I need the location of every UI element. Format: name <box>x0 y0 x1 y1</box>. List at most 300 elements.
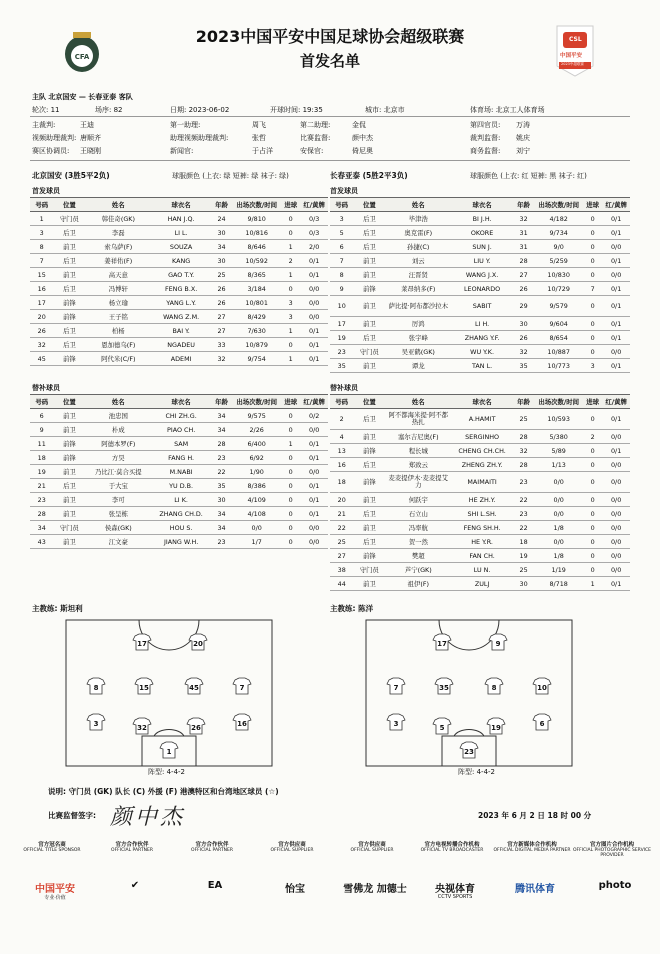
column-header: 位置 <box>353 395 385 409</box>
player-cell: 0/0 <box>534 493 583 507</box>
player-cell: 前卫 <box>53 535 85 549</box>
player-row <box>30 268 328 282</box>
jersey-number: 10 <box>537 684 547 692</box>
jersey-icon <box>133 718 151 734</box>
player-cell: 后卫 <box>353 535 385 549</box>
jersey-icon <box>160 742 178 758</box>
player-cell: CHENG CH.CH. <box>451 444 513 458</box>
official-role: 第一助理: <box>170 121 201 129</box>
player-cell: 0 <box>583 254 602 268</box>
column-header: 姓名 <box>385 198 451 212</box>
player-cell: 3 <box>30 226 53 240</box>
player-row <box>330 296 630 317</box>
handwritten-signature: 颜中杰 <box>110 805 186 830</box>
player-cell: BI J.H. <box>451 212 513 226</box>
player-cell: 后卫 <box>53 226 85 240</box>
official-role: 第四官员: <box>470 121 501 129</box>
player-cell: 31 <box>513 226 534 240</box>
player-cell: 10/830 <box>534 268 583 282</box>
player-cell: 前卫 <box>353 296 385 317</box>
player-cell: 0 <box>281 338 300 352</box>
player-cell: 18 <box>30 451 53 465</box>
player-cell: 8/386 <box>232 479 281 493</box>
player-row <box>30 451 328 465</box>
column-header: 位置 <box>53 395 85 409</box>
player-cell: 阿代米(C/F) <box>85 352 151 366</box>
player-row <box>330 549 630 563</box>
jersey-icon <box>460 742 478 758</box>
player-cell: 8/654 <box>534 331 583 345</box>
official-1-3 <box>470 133 530 143</box>
player-cell: 0/0 <box>300 465 328 479</box>
player-cell: 10/592 <box>232 254 281 268</box>
player-cell: 7 <box>30 254 53 268</box>
official-person: 姚庆 <box>516 134 530 142</box>
jersey-icon <box>533 678 551 694</box>
sponsor-4 <box>332 840 412 853</box>
player-cell: 35 <box>330 359 353 373</box>
sponsor-role: 官方新媒体合作机构 <box>507 842 557 848</box>
player-cell: 0/0 <box>602 345 630 359</box>
player-cell: 前锋 <box>53 296 85 310</box>
player-cell: 27 <box>330 549 353 563</box>
player-cell: CHI ZH.G. <box>151 409 211 423</box>
player-cell: 0 <box>281 521 300 535</box>
player-cell: 后卫 <box>353 409 385 430</box>
official-person: 金侃 <box>352 121 366 129</box>
player-cell: 1 <box>281 240 300 254</box>
sponsor-role-en: OFFICIAL DIGITAL MEDIA PARTNER <box>493 848 571 853</box>
player-cell: 何跃宇 <box>385 493 451 507</box>
jersey-number: 9 <box>495 640 501 648</box>
player-cell: 0/1 <box>602 577 630 591</box>
sponsor-logo: 央视体育 <box>435 884 475 895</box>
player-cell: 20 <box>30 310 53 324</box>
player-cell: 0 <box>583 240 602 254</box>
jersey-number: 3 <box>93 720 99 728</box>
player-cell: 贺一然 <box>385 535 451 549</box>
player-cell: 31 <box>513 240 534 254</box>
player-row <box>30 507 328 521</box>
official-1-0 <box>32 133 101 143</box>
column-header: 球衣名 <box>451 395 513 409</box>
player-cell: 后卫 <box>353 212 385 226</box>
player-cell: 阿德本罗(F) <box>85 437 151 451</box>
player-cell: 0/1 <box>602 296 630 317</box>
csl-logo-sub: CSL <box>569 36 582 43</box>
sponsor-logo: ✔ <box>130 880 140 891</box>
player-cell: 7 <box>330 254 353 268</box>
player-row <box>30 521 328 535</box>
player-cell: YANG L.Y. <box>151 296 211 310</box>
player-cell: 前卫 <box>53 409 85 423</box>
divider <box>30 160 630 161</box>
player-cell: 前卫 <box>353 521 385 535</box>
player-cell: 7/630 <box>232 324 281 338</box>
player-cell: FANG H. <box>151 451 211 465</box>
player-cell: 9 <box>330 282 353 296</box>
jersey-icon <box>185 678 203 694</box>
player-cell: 6/400 <box>232 437 281 451</box>
player-row <box>30 535 328 549</box>
player-cell: 0/0 <box>602 240 630 254</box>
column-header: 位置 <box>53 198 85 212</box>
player-cell: 4/182 <box>534 212 583 226</box>
player-cell: 9/579 <box>534 296 583 317</box>
player-row <box>330 359 630 373</box>
player-cell: 1 <box>583 577 602 591</box>
player-cell: 32 <box>513 345 534 359</box>
player-cell: ZHANG CH.D. <box>151 507 211 521</box>
column-header: 红/黄牌 <box>602 395 630 409</box>
home-starting-table <box>30 197 328 366</box>
player-cell: OKORE <box>451 226 513 240</box>
player-row <box>30 310 328 324</box>
player-row <box>30 423 328 437</box>
player-cell: 前锋 <box>53 451 85 465</box>
player-cell: 8/429 <box>232 310 281 324</box>
player-cell: 15 <box>30 268 53 282</box>
official-person: 唐顺齐 <box>80 134 101 142</box>
player-cell: 23 <box>513 472 534 493</box>
sponsor-logo: 雪佛龙 加德士 <box>343 884 407 895</box>
home-starting-label: 首发球员 <box>32 187 60 195</box>
jersey-icon <box>435 678 453 694</box>
player-cell: 3 <box>281 296 300 310</box>
player-cell: FENG B.X. <box>151 282 211 296</box>
player-row <box>30 338 328 352</box>
player-cell: 0 <box>583 444 602 458</box>
player-cell: 32 <box>513 212 534 226</box>
csl-shield-icon <box>553 22 597 78</box>
player-cell: 30 <box>513 577 534 591</box>
sponsor-role: 官方电视转播合作机构 <box>424 842 480 848</box>
player-cell: 23 <box>330 345 353 359</box>
sponsor-role: 官方图片合作机构 <box>589 842 634 848</box>
player-cell: 前卫 <box>53 268 85 282</box>
player-cell: 守门员 <box>53 212 85 226</box>
player-cell: 王子铭 <box>85 310 151 324</box>
player-cell: 18 <box>513 535 534 549</box>
player-cell: 后卫 <box>353 507 385 521</box>
sponsor-role-en: OFFICIAL SUPPLIER <box>350 848 394 853</box>
player-cell: 30 <box>211 493 232 507</box>
penalty-arc <box>154 729 184 736</box>
player-cell: 1/13 <box>534 458 583 472</box>
away-kit: 球服颜色 (上衣: 红 短裤: 黑 袜子: 红) <box>470 172 587 180</box>
player-cell: 前卫 <box>353 317 385 331</box>
player-cell: 3 <box>583 359 602 373</box>
column-header: 进球 <box>583 198 602 212</box>
player-row <box>30 324 328 338</box>
sponsor-role-en: OFFICIAL TV BROADCASTER <box>420 848 484 853</box>
column-header: 红/黄牌 <box>300 395 328 409</box>
column-header: 球衣名 <box>151 198 211 212</box>
player-cell: 33 <box>211 338 232 352</box>
player-cell: 25 <box>211 268 232 282</box>
away-subs-label: 替补球员 <box>330 384 358 392</box>
player-cell: 前卫 <box>353 254 385 268</box>
sponsor-logo-sub: 专业·价值 <box>44 895 66 901</box>
player-cell: ADEMI <box>151 352 211 366</box>
player-cell: 0 <box>281 423 300 437</box>
column-header: 姓名 <box>85 198 151 212</box>
player-cell: 10/879 <box>232 338 281 352</box>
player-cell: 9/604 <box>534 317 583 331</box>
player-cell: 前卫 <box>353 493 385 507</box>
player-cell: 4/109 <box>232 493 281 507</box>
official-person: 张哲 <box>252 134 266 142</box>
player-cell: 0/1 <box>300 254 328 268</box>
sponsor-logo-sub: CCTV SPORTS <box>437 894 473 900</box>
jersey-icon <box>87 678 105 694</box>
player-cell: 0/1 <box>602 212 630 226</box>
player-cell: 后卫 <box>353 458 385 472</box>
player-row <box>330 317 630 331</box>
player-cell: 9/810 <box>232 212 281 226</box>
sponsor-role: 官方供应商 <box>278 842 306 848</box>
away-starting-table <box>330 197 630 373</box>
player-cell: 石立山 <box>385 507 451 521</box>
player-cell: 17 <box>330 317 353 331</box>
official-person: 王晓刚 <box>80 147 101 155</box>
player-cell: 后卫 <box>353 331 385 345</box>
player-cell: 34 <box>211 507 232 521</box>
official-person: 王迪 <box>80 121 94 129</box>
player-cell: 19 <box>30 465 53 479</box>
column-header: 球衣名 <box>151 395 211 409</box>
player-cell: 厉鸿 <box>385 317 451 331</box>
official-role: 视频助理裁判: <box>32 134 77 142</box>
player-cell: 27 <box>211 310 232 324</box>
player-row <box>30 240 328 254</box>
player-row <box>330 226 630 240</box>
player-cell: 芦宁(GK) <box>385 563 451 577</box>
player-cell: 前卫 <box>353 359 385 373</box>
sponsor-logo: EA <box>207 880 223 891</box>
jersey-number: 7 <box>393 684 399 692</box>
player-cell: 6 <box>30 409 53 423</box>
player-cell: 22 <box>211 465 232 479</box>
official-person: 颜中杰 <box>352 134 373 142</box>
player-cell: HE ZH.Y. <box>451 493 513 507</box>
player-cell: YU D.B. <box>151 479 211 493</box>
player-cell: 孙捷(C) <box>385 240 451 254</box>
player-cell: HAN J.Q. <box>151 212 211 226</box>
player-cell: 0 <box>583 521 602 535</box>
player-cell: 0 <box>281 535 300 549</box>
column-header: 号码 <box>30 198 53 212</box>
official-role: 比赛监督: <box>300 134 331 142</box>
player-cell: 17 <box>30 296 53 310</box>
player-cell: 0/1 <box>602 226 630 240</box>
player-row <box>30 254 328 268</box>
away-coach: 主教练: 陈洋 <box>330 604 374 613</box>
jersey-number: 15 <box>139 684 149 692</box>
official-role: 赛区协调员: <box>32 147 70 155</box>
player-cell: 0 <box>583 549 602 563</box>
player-cell: 前锋 <box>53 310 85 324</box>
player-cell: 1/7 <box>232 535 281 549</box>
jersey-number: 19 <box>491 724 501 732</box>
player-cell: 8/365 <box>232 268 281 282</box>
player-cell: 侯森(GK) <box>85 521 151 535</box>
player-cell: 0/1 <box>300 324 328 338</box>
player-cell: 吴亚鹤(GK) <box>385 345 451 359</box>
player-cell: 9 <box>30 423 53 437</box>
jersey-icon <box>487 718 505 734</box>
player-cell: 0/0 <box>602 472 630 493</box>
player-cell: 2 <box>330 409 353 430</box>
jersey-number: 45 <box>189 684 199 692</box>
column-header: 年龄 <box>513 395 534 409</box>
player-cell: 韩佳奇(GK) <box>85 212 151 226</box>
official-1-2 <box>300 133 373 143</box>
player-cell: 0 <box>281 479 300 493</box>
player-cell: 38 <box>330 563 353 577</box>
player-cell: 朴成 <box>85 423 151 437</box>
player-cell: 麦麦提伊木·麦麦提艾力 <box>385 472 451 493</box>
jersey-number: 5 <box>439 724 445 732</box>
sponsor-logo: photo <box>598 880 632 891</box>
player-cell: 莱昂纳多(F) <box>385 282 451 296</box>
jersey-icon <box>433 634 451 650</box>
player-row <box>30 465 328 479</box>
player-cell: 21 <box>330 507 353 521</box>
player-cell: 5 <box>330 226 353 240</box>
player-cell: 44 <box>330 577 353 591</box>
column-header: 年龄 <box>513 198 534 212</box>
player-cell: 22 <box>330 521 353 535</box>
player-cell: 0/1 <box>602 282 630 296</box>
jersey-number: 17 <box>437 640 447 648</box>
official-role: 裁判监督: <box>470 134 501 142</box>
player-row <box>30 493 328 507</box>
player-cell: JIANG W.H. <box>151 535 211 549</box>
player-row <box>30 352 328 366</box>
player-row <box>330 577 630 591</box>
player-cell: 10/593 <box>534 409 583 430</box>
player-cell: BAI Y. <box>151 324 211 338</box>
player-cell: SABIT <box>451 296 513 317</box>
sponsor-5 <box>412 840 492 853</box>
player-cell: 23 <box>513 507 534 521</box>
player-cell: 20 <box>330 493 353 507</box>
sponsor-logo: 腾讯体育 <box>515 884 555 895</box>
player-cell: 樊超 <box>385 549 451 563</box>
column-header: 红/黄牌 <box>602 198 630 212</box>
player-cell: SOUZA <box>151 240 211 254</box>
player-cell: 前锋 <box>353 282 385 296</box>
official-2-3 <box>470 146 530 156</box>
player-cell: 16 <box>330 458 353 472</box>
player-cell: 8/646 <box>232 240 281 254</box>
player-cell: M.NABI <box>151 465 211 479</box>
league-title: 2023中国平安中国足球协会超级联赛 <box>195 27 465 46</box>
player-row <box>330 458 630 472</box>
player-cell: 0/0 <box>300 296 328 310</box>
sponsor-role-en: OFFICIAL PARTNER <box>191 848 233 853</box>
player-cell: 0/2 <box>300 409 328 423</box>
player-cell: 35 <box>211 479 232 493</box>
player-cell: 0/0 <box>300 282 328 296</box>
player-cell: ZHANG Y.F. <box>451 331 513 345</box>
player-cell: 江文豪 <box>85 535 151 549</box>
player-cell: 6/92 <box>232 451 281 465</box>
player-cell: 0 <box>583 458 602 472</box>
player-cell: 26 <box>513 331 534 345</box>
column-header: 进球 <box>281 198 300 212</box>
player-cell: 3/184 <box>232 282 281 296</box>
player-cell: 0/1 <box>300 451 328 465</box>
player-cell: 0/1 <box>300 352 328 366</box>
player-cell: 守门员 <box>353 345 385 359</box>
player-cell: 0/0 <box>602 507 630 521</box>
home-subs-label: 替补球员 <box>32 384 60 392</box>
player-cell: 35 <box>513 359 534 373</box>
player-cell: 30 <box>211 226 232 240</box>
player-cell: 前卫 <box>53 240 85 254</box>
player-cell: LI K. <box>151 493 211 507</box>
player-row <box>330 493 630 507</box>
player-cell: 0/1 <box>300 338 328 352</box>
player-cell: 28 <box>513 254 534 268</box>
player-row <box>30 282 328 296</box>
jersey-icon <box>485 678 503 694</box>
jersey-icon <box>233 678 251 694</box>
official-role: 新闻官: <box>170 147 194 155</box>
player-cell: 前锋 <box>353 472 385 493</box>
player-cell: 0/1 <box>300 507 328 521</box>
player-cell: TAN L. <box>451 359 513 373</box>
player-cell: LIU Y. <box>451 254 513 268</box>
player-cell: 0 <box>583 331 602 345</box>
sponsor-role-en: OFFICIAL PARTNER <box>111 848 153 853</box>
player-cell: 23 <box>211 535 232 549</box>
player-cell: WANG J.X. <box>451 268 513 282</box>
player-cell: 前卫 <box>53 465 85 479</box>
player-cell: 34 <box>211 240 232 254</box>
player-row <box>330 409 630 430</box>
player-cell: FAN CH. <box>451 549 513 563</box>
player-cell: 0 <box>583 317 602 331</box>
away-pitch-diagram <box>364 618 574 768</box>
column-header: 球衣名 <box>451 198 513 212</box>
player-cell: 0/0 <box>602 458 630 472</box>
player-cell: 10/816 <box>232 226 281 240</box>
player-cell: 8 <box>330 268 353 282</box>
player-cell: 0/3 <box>300 212 328 226</box>
player-cell: 李磊 <box>85 226 151 240</box>
player-row <box>330 345 630 359</box>
teams-line: 主队 北京国安 — 长春亚泰 客队 <box>32 93 133 101</box>
player-cell: 10 <box>330 296 353 317</box>
city-info: 城市: 北京市 <box>365 106 405 114</box>
player-cell: 10/773 <box>534 359 583 373</box>
match-no-info: 场序: 82 <box>95 106 123 114</box>
svg-text:CFA: CFA <box>74 53 90 61</box>
official-1-1 <box>170 133 266 143</box>
player-cell: SUN J. <box>451 240 513 254</box>
player-cell: 前锋 <box>353 444 385 458</box>
player-cell: 0 <box>583 345 602 359</box>
player-cell: 27 <box>513 268 534 282</box>
player-cell: 阿不都海米提·阿不都热扎 <box>385 409 451 430</box>
player-cell: 后卫 <box>353 226 385 240</box>
player-cell: 姜祥佑(F) <box>85 254 151 268</box>
csl-logo <box>553 22 597 78</box>
player-cell: 2 <box>583 430 602 444</box>
